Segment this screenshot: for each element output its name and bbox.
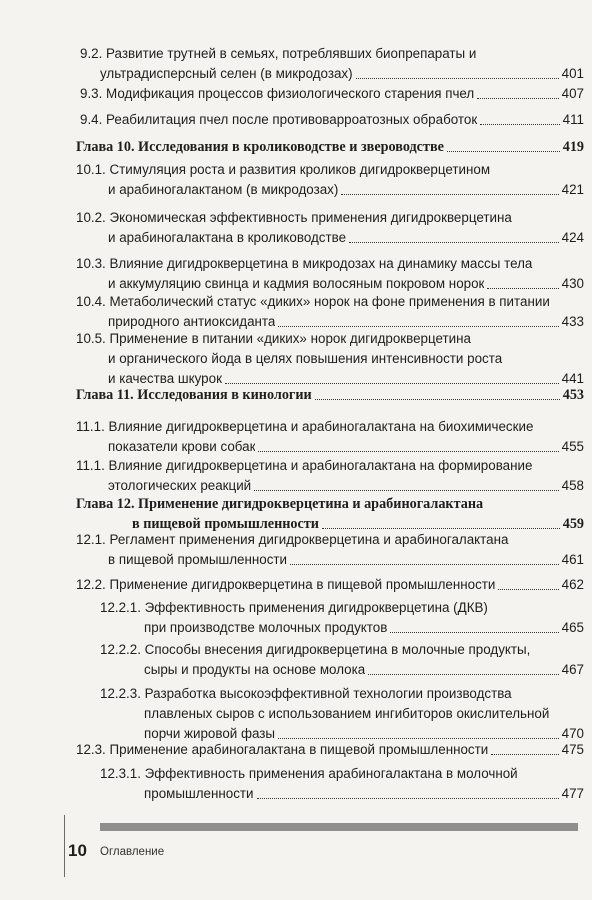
- toc-entry-line: [76, 208, 584, 228]
- toc-entry-line: [76, 228, 584, 248]
- toc-entry: [100, 598, 584, 638]
- toc-entry-text: 10.5. Применение в питании «диких» норок дигидрокверцетина: [76, 331, 471, 346]
- toc-entry-text: 9.2. Развитие трутней в семьях, потреблявших биопрепараты и: [80, 46, 477, 61]
- toc-entry-line: [80, 84, 584, 104]
- toc-page-number: 453: [562, 387, 584, 403]
- toc-entry-text: 12.3. Применение арабиногалактана в пищевой промышленности: [76, 742, 489, 757]
- toc-leader-dots: [447, 150, 560, 152]
- toc-entry-text: 10.4. Метаболический статус «диких» норок на фоне применения в питании: [76, 294, 550, 309]
- toc-entry-text: Глава 10. Исследования в кролиководстве и звероводстве: [76, 139, 444, 155]
- toc-leader-dots: [477, 97, 558, 99]
- toc-leader-dots: [349, 241, 559, 243]
- footer-section-label: Оглавление: [100, 846, 165, 858]
- toc-entry-text: при производстве молочных продуктов: [144, 620, 388, 635]
- toc-chapter-entry: [76, 385, 584, 405]
- toc-page-number: 411: [562, 112, 584, 127]
- toc-page-number: 458: [561, 478, 584, 493]
- toc-entry-text: промышленности: [144, 786, 254, 801]
- toc-entry-line: [76, 575, 584, 595]
- toc-entry-text: 9.4. Реабилитация пчел после противоварроатозных обработок: [80, 112, 478, 127]
- toc-entry-line: [80, 110, 584, 130]
- footer-bar: [100, 823, 578, 831]
- toc-entry-line: [76, 530, 584, 550]
- toc-entry-line: [100, 640, 584, 660]
- toc-page-number: 419: [562, 139, 584, 155]
- toc-leader-dots: [356, 77, 559, 79]
- toc-page-number: 461: [561, 552, 584, 567]
- toc-entry-text: и аккумуляцию свинца и кадмия волосяным покровом норок: [108, 276, 485, 291]
- toc-leader-dots: [290, 563, 559, 565]
- toc-entry-line: [76, 349, 584, 369]
- toc-page-number: 430: [561, 276, 584, 291]
- toc-entry-text: плавленых сыров с использованием ингибиторов окислительной: [144, 706, 550, 721]
- toc-entry-text: 10.1. Стимуляция роста и развития кроликов дигидрокверцетином: [76, 162, 491, 177]
- toc-leader-dots: [315, 398, 560, 400]
- toc-entry-text: Глава 12. Применение дигидрокверцетина и арабиногалактана: [76, 496, 484, 512]
- toc-entry-line: [76, 740, 584, 760]
- toc-entry-text: 12.2. Применение дигидрокверцетина в пищевой промышленности: [76, 577, 496, 592]
- toc-page-number: 455: [561, 439, 584, 454]
- toc-entry-text: 12.2.3. Разработка высокоэффективной технологии производства: [100, 686, 512, 701]
- toc-entry-text: 12.2.1. Эффективность применения дигидрокверцетина (ДКВ): [100, 600, 488, 615]
- toc-page-number: 401: [561, 66, 584, 81]
- toc-entry-text: и арабиногалактана в кролиководстве: [108, 230, 347, 245]
- toc-leader-dots: [322, 527, 560, 529]
- toc-page-number: 465: [561, 620, 584, 635]
- toc-entry: [76, 456, 584, 496]
- toc-entry: [80, 110, 584, 130]
- toc-entry-line: [100, 660, 584, 680]
- toc-leader-dots: [278, 737, 559, 739]
- toc-entry-text: 9.3. Модификация процессов физиологического старения пчел: [80, 86, 475, 101]
- toc-page-number: 441: [561, 371, 584, 386]
- toc-page-number: 459: [562, 516, 584, 532]
- toc-entry-text: 10.3. Влияние дигидрокверцетина в микродозах на динамику массы тела: [76, 256, 533, 271]
- toc-page-number: 477: [561, 786, 584, 801]
- toc-leader-dots: [257, 797, 559, 799]
- toc-entry-line: [76, 417, 584, 437]
- toc-entry-text: порчи жировой фазы: [144, 726, 276, 741]
- toc-entry-text: и качества шкурок: [108, 371, 222, 386]
- toc-entry-text: 11.1. Влияние дигидрокверцетина и арабиногалактана на биохимические: [76, 419, 534, 434]
- toc-entry-text: природного антиоксиданта: [108, 314, 276, 329]
- toc-entry: [100, 640, 584, 680]
- toc-entry-line: [76, 385, 584, 405]
- toc-entry-line: [76, 180, 584, 200]
- toc-entry-text: 11.1. Влияние дигидрокверцетина и арабиногалактана на формирование: [76, 458, 533, 473]
- toc-entry-text: ультрадисперсный селен (в микродозах): [100, 66, 353, 81]
- toc-entry: [76, 208, 584, 248]
- toc-entry-text: 12.3.1. Эффективность применения арабиногалактана в молочной: [100, 766, 518, 781]
- toc-leader-dots: [254, 489, 559, 491]
- toc-entry-line: [76, 550, 584, 570]
- toc-entry-text: сыры и продукты на основе молока: [144, 662, 366, 677]
- toc-entry: [76, 160, 584, 200]
- toc-entry: [76, 530, 584, 570]
- toc-entry: [76, 292, 584, 332]
- toc-entry-line: [76, 160, 584, 180]
- toc-entry-text: 12.1. Регламент применения дигидрокверцетина и арабиногалактана: [76, 532, 509, 547]
- toc-entry-line: [80, 64, 584, 84]
- toc-entry-text: Глава 11. Исследования в кинологии: [76, 387, 312, 403]
- toc-entry-text: показатели крови собак: [108, 439, 256, 454]
- toc-leader-dots: [498, 588, 558, 590]
- toc-entry-line: [76, 494, 584, 514]
- toc-entry-text: 12.2.2. Способы внесения дигидрокверцетина в молочные продукты,: [100, 642, 531, 657]
- toc-entry-line: [76, 476, 584, 496]
- toc-entry-line: [100, 704, 584, 724]
- toc-entry: [76, 417, 584, 457]
- toc-page-number: 470: [561, 726, 584, 741]
- toc-entry-line: [76, 329, 584, 349]
- toc-entry-text: в пищевой промышленности: [132, 516, 319, 532]
- toc-entry-line: [76, 437, 584, 457]
- toc-entry: [76, 575, 584, 595]
- toc-entry: [76, 329, 584, 389]
- toc-entry-line: [100, 684, 584, 704]
- toc-entry-line: [76, 292, 584, 312]
- toc-entry-line: [76, 274, 584, 294]
- toc-page-number: 462: [561, 577, 584, 592]
- toc-entry: [100, 684, 584, 744]
- toc-entry-line: [76, 137, 584, 157]
- toc-leader-dots: [341, 193, 558, 195]
- footer-rule: [64, 815, 65, 877]
- toc-entry: [100, 764, 584, 804]
- toc-leader-dots: [480, 123, 559, 125]
- toc-entry-text: и органического йода в целях повышения интенсивности роста: [108, 351, 503, 366]
- toc-entry-line: [100, 618, 584, 638]
- toc-entry-line: [100, 784, 584, 804]
- toc-page-number: 467: [561, 662, 584, 677]
- toc-entry-line: [100, 598, 584, 618]
- toc-entry-text: этологических реакций: [108, 478, 252, 493]
- toc-leader-dots: [487, 287, 558, 289]
- toc-leader-dots: [225, 382, 559, 384]
- toc-leader-dots: [258, 450, 558, 452]
- toc-page-number: 475: [561, 742, 584, 757]
- toc-entry: [76, 254, 584, 294]
- toc-entry-text: в пищевой промышленности: [108, 552, 288, 567]
- toc-entry: [80, 44, 584, 84]
- toc-entry-line: [80, 44, 584, 64]
- toc-entry: [76, 740, 584, 760]
- toc-entry-line: [76, 254, 584, 274]
- toc-leader-dots: [491, 753, 558, 755]
- toc-page-number: 407: [561, 86, 584, 101]
- toc-entry-line: [76, 456, 584, 476]
- toc-entry: [80, 84, 584, 104]
- toc-chapter-entry: [76, 137, 584, 157]
- footer-page-number: 10: [68, 841, 87, 860]
- toc-page-number: 433: [561, 314, 584, 329]
- toc-leader-dots: [368, 673, 558, 675]
- toc-entry-line: [100, 764, 584, 784]
- toc-entry-text: и арабиногалактаном (в микродозах): [108, 182, 339, 197]
- toc-leader-dots: [278, 325, 558, 327]
- toc-page-number: 424: [561, 230, 584, 245]
- toc-entry-text: 10.2. Экономическая эффективность применения дигидрокверцетина: [76, 210, 512, 225]
- toc-chapter-entry: [76, 494, 584, 534]
- toc-leader-dots: [390, 631, 558, 633]
- toc-page-number: 421: [561, 182, 584, 197]
